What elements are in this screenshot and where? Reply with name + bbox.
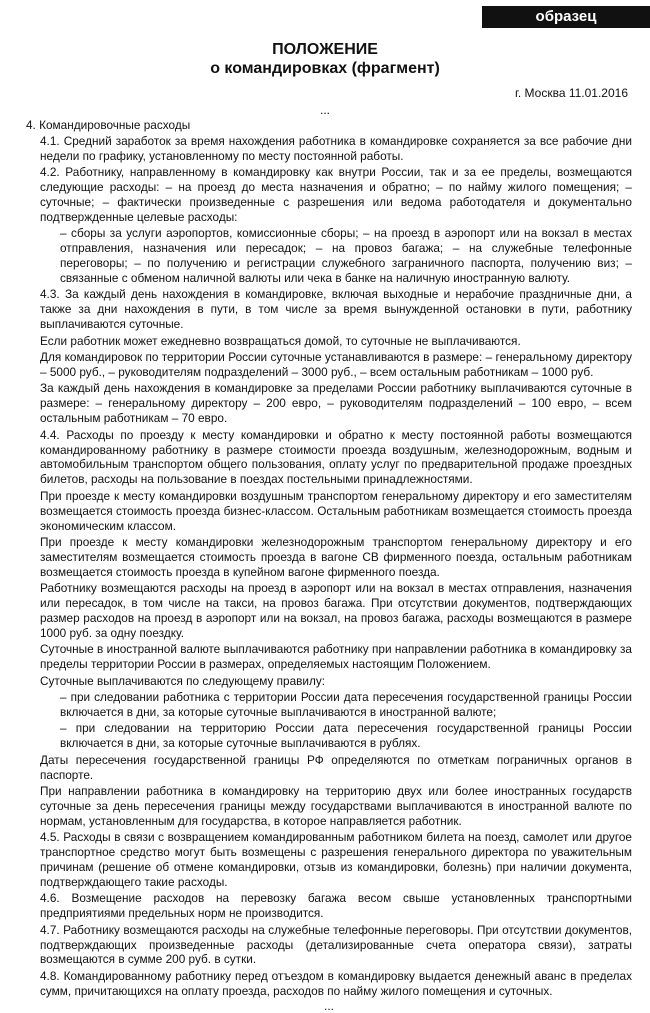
paragraph: Суточные в иностранной валюте выплачиваются работнику при направлении работника в командировку за пределы территории России в размерах, определяемых настоящим Положением. bbox=[40, 642, 632, 672]
ellipsis-bottom: ... bbox=[323, 999, 334, 1013]
paragraph-4-2: 4.2. Работнику, направленному в командировку как внутри России, так и за ее пределы, возмещаются следующие расходы: – на проезд до места назначения и обратно; – по найму жилого помещения; – суточные; – фактически произведенные с разрешения или ведома работодателя и документально подтвержденные целевые расходы: bbox=[40, 165, 632, 224]
paragraph-4-8: 4.8. Командированному работнику перед отъездом в командировку выдается денежный аванс в пределах сумм, причитающихся на оплату проезда, расходов по найму жилого помещения и суточных. bbox=[40, 968, 632, 998]
list-item: – при следовании на территорию России дата пересечения государственной границы России включается в дни, за которые суточные выплачиваются в рублях. bbox=[60, 721, 632, 751]
title-main: ПОЛОЖЕНИЕ bbox=[272, 41, 378, 58]
document-title bbox=[0, 40, 650, 78]
sample-badge: образец bbox=[482, 6, 650, 28]
section-heading: 4. Командировочные расходы bbox=[26, 118, 191, 132]
paragraph-4-1: 4.1. Средний заработок за время нахождения работника в командировке сохраняется за все рабочие дни недели по графику, установленному по месту постоянной работы. bbox=[40, 133, 632, 163]
paragraph: Даты пересечения государственной границы РФ определяются по отметкам пограничных органов в паспорте. bbox=[40, 752, 632, 782]
paragraph: Если работник может ежедневно возвращаться домой, то суточные не выплачиваются. bbox=[40, 333, 521, 348]
title-subtitle: о командировках (фрагмент) bbox=[210, 60, 440, 77]
place-date: г. Москва 11.01.2016 bbox=[514, 86, 628, 100]
paragraph-4-2-list: – сборы за услуги аэропортов, комиссионные сборы; – на проезд в аэропорт или на вокзал в местах отправления, назначения или пересадок; – на провоз багажа; – на служебные телефонные переговоры; – по получению и регистрации служебного заграничного паспорта, получению виз; – связанные с обменом наличной валюты или чека в банке на наличную иностранную валюту. bbox=[60, 226, 632, 286]
ellipsis-top: ... bbox=[319, 103, 330, 117]
paragraph: При направлении работника в командировку на территорию двух или более иностранных государств суточные за день пересечения границы между государствами выплачиваются в иностранной валюте по нормам, установленным для государства, в которое направляется работник. bbox=[40, 783, 632, 828]
paragraph-4-3: 4.3. За каждый день нахождения в командировке, включая выходные и нерабочие праздничные дни, а также за дни нахождения в пути, в том числе за время вынужденной остановки в пути, работнику выплачиваются суточные. bbox=[40, 287, 632, 332]
paragraph: За каждый день нахождения в командировке за пределами России работнику выплачиваются суточные в размере: – генеральному директору – 200 евро, – руководителям подразделений – 100 евро, – всем остальным работникам – 70 евро. bbox=[40, 381, 632, 426]
paragraph: При проезде к месту командировки воздушным транспортом генеральному директору и его заместителям возмещается стоимость проезда бизнес-классом. Остальным работникам возмещается стоимость проезда экономическим классом. bbox=[40, 488, 632, 533]
paragraph-4-7: 4.7. Работнику возмещаются расходы на служебные телефонные переговоры. При отсутствии документов, подтверждающих произведенные расходы (детализированные счета оператора связи), затраты возмещаются в сумме 200 руб. в сутки. bbox=[40, 922, 632, 967]
paragraph: Суточные выплачиваются по следующему правилу: bbox=[40, 673, 326, 688]
paragraph: Работнику возмещаются расходы на проезд в аэропорт или на вокзал в местах отправления, назначения или пересадок, в том числе на такси, на провоз багажа. При отсутствии документов, подтверждающих размер расходов на проезд в аэропорт или на вокзал, на провоз багажа, расходы возмещаются в размере 1000 руб. за одну поездку. bbox=[40, 581, 632, 640]
list-item: – при следовании работника с территории России дата пересечения государственной границы России включается в дни, за которые суточные выплачиваются в иностранной валюте; bbox=[60, 690, 632, 719]
paragraph-4-6: 4.6. Возмещение расходов на перевозку багажа весом свыше установленных транспортными предприятиями предельных норм не производится. bbox=[40, 891, 632, 921]
paragraph-4-5: 4.5. Расходы в связи с возвращением командированным работником билета на поезд, самолет или другое транспортное средство могут быть возмещены с разрешения генерального директора по уважительным причинам (решение об отмене командировки, отзыв из командировки, болезнь) при наличии документа, подтверждающего такие расходы. bbox=[40, 830, 632, 889]
paragraph-4-4: 4.4. Расходы по проезду к месту командировки и обратно к месту постоянной работы возмещаются командированному работнику в размере стоимости проезда воздушным, железнодорожным, водным и автомобильным транспортом общего пользования, оплату услуг по предварительной продаже проездных билетов, расходы на пользование в поездах постельными принадлежностями. bbox=[40, 427, 632, 487]
paragraph: При проезде к месту командировки железнодорожным транспортом генеральному директору и его заместителям возмещается стоимость проезда в вагоне СВ фирменного поезда, остальным работникам возмещается стоимость проезда в купейном вагоне фирменного поезда. bbox=[40, 534, 632, 579]
paragraph: Для командировок по территории России суточные устанавливаются в размере: – генеральному директору – 5000 руб., – руководителям подразделений – 3000 руб., – всем остальным работникам – 1000 руб. bbox=[40, 350, 632, 379]
document-body bbox=[26, 118, 632, 1012]
